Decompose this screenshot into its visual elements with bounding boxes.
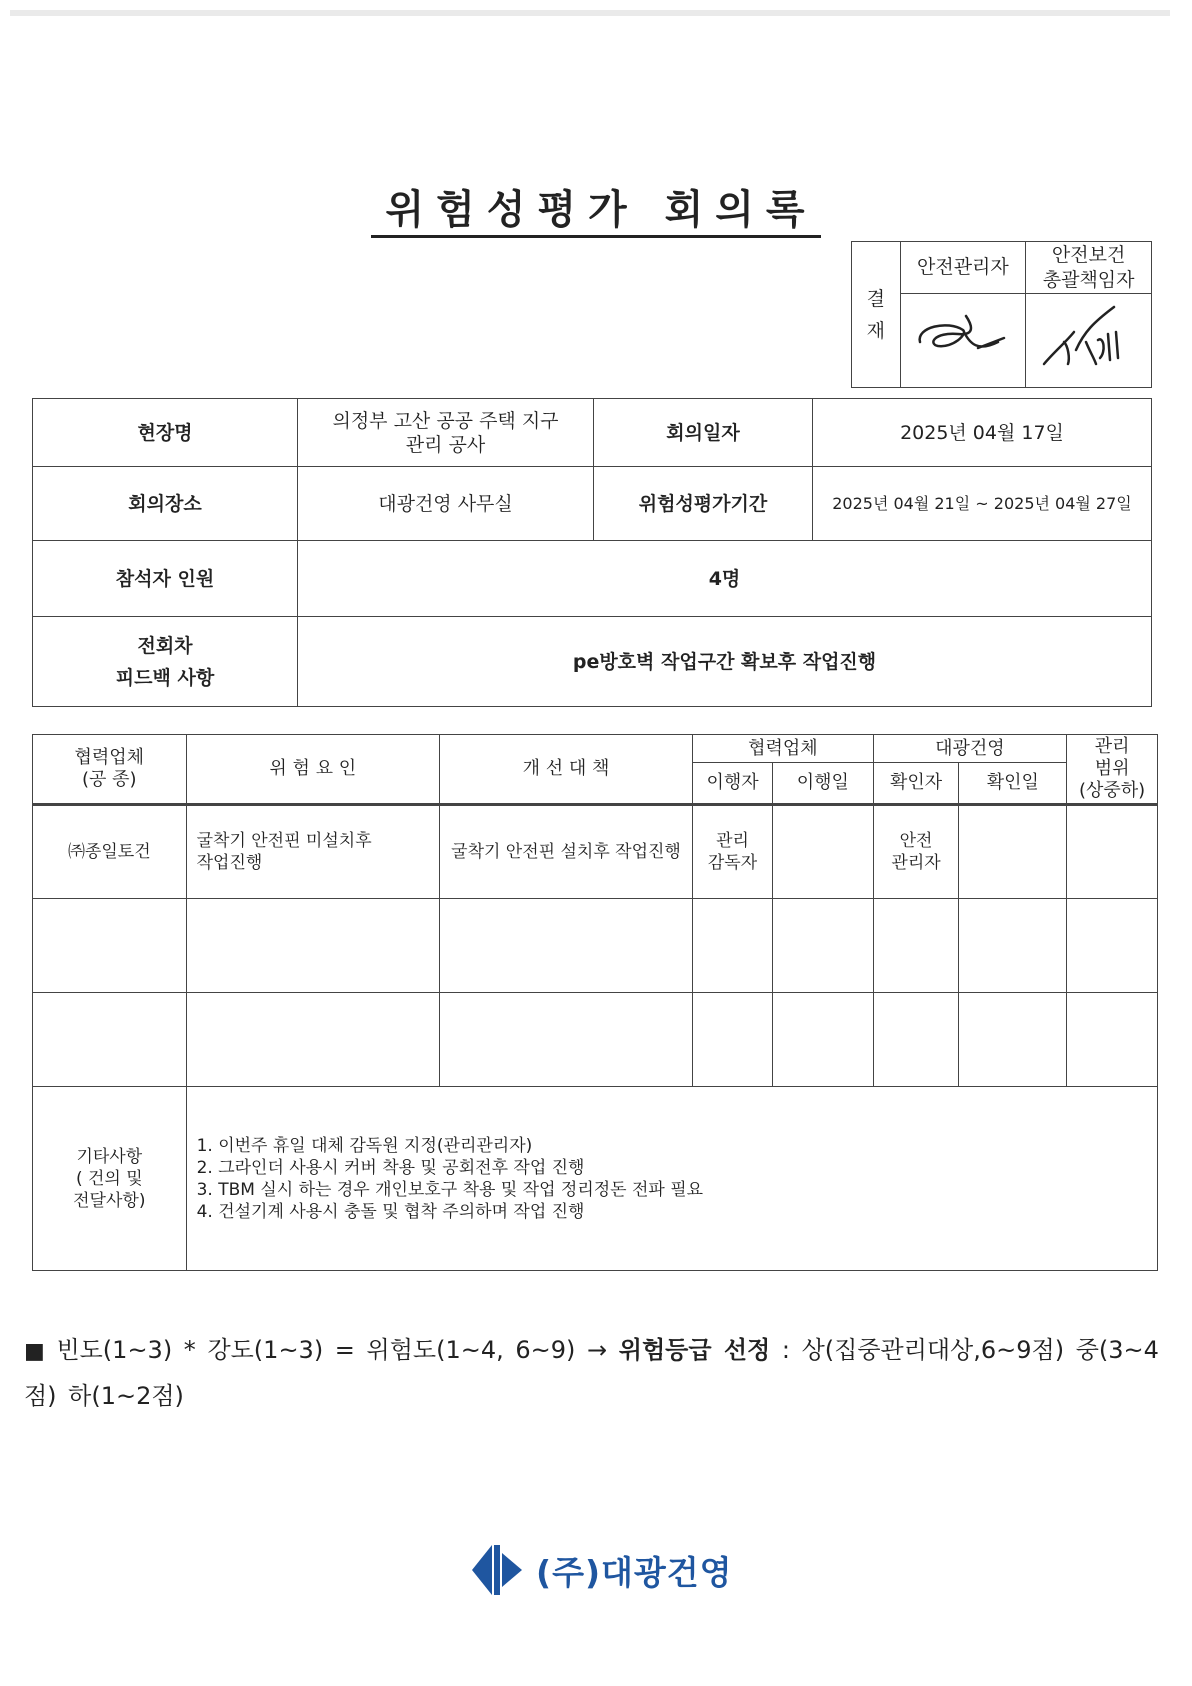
header-company-group: 대광건영 — [873, 735, 1067, 763]
approval-box — [851, 241, 1152, 388]
note-item: 2. 그라인더 사용시 커버 착용 및 공회전후 작업 진행 — [196, 1157, 585, 1178]
notes-list — [186, 1087, 1157, 1271]
page-title: 위험성평가 회의록 — [0, 178, 1192, 235]
site-name-label: 현장명 — [33, 399, 298, 467]
note-item: 4. 건설기계 사용시 충돌 및 협착 주의하며 작업 진행 — [196, 1201, 585, 1222]
header-scope: 관리 범위 (상중하) — [1067, 735, 1158, 805]
formula-text: 빈도(1~3) * 강도(1~3) = 위험도(1~4, 6~9) → — [56, 1336, 608, 1364]
meeting-date-value: 2025년 04월 17일 — [813, 399, 1152, 467]
risk-assessment-table — [32, 734, 1158, 1271]
row-company: ㈜종일토건 — [33, 805, 187, 899]
row-hazard: 굴착기 안전핀 미설치후 작업진행 — [186, 805, 439, 899]
attendees-label: 참석자 인원 — [33, 541, 298, 617]
feedback-label: 전회차 피드백 사항 — [33, 617, 298, 707]
row-exec-date — [772, 805, 873, 899]
signature-safety-manager — [900, 294, 1026, 388]
meeting-date-label: 회의일자 — [594, 399, 813, 467]
header-partner: 협력업체 (공 종) — [33, 735, 187, 805]
row-confirm-date — [959, 805, 1067, 899]
header-partner-group: 협력업체 — [693, 735, 874, 763]
formula-grades: : 상(집중관리대상,6~9점) 중(3~4점) 하(1~2점) — [24, 1336, 1159, 1410]
table-row — [33, 805, 1158, 899]
header-measure: 개 선 대 책 — [439, 735, 692, 805]
note-item: 1. 이번주 휴일 대체 감독원 지정(관리관리자) — [196, 1135, 533, 1156]
row-confirmer: 안전 관리자 — [873, 805, 959, 899]
meeting-info-table — [32, 398, 1152, 707]
row-measure: 굴착기 안전핀 설치후 작업진행 — [439, 805, 692, 899]
feedback-value: pe방호벽 작업구간 확보후 작업진행 — [298, 617, 1152, 707]
table-row-empty — [33, 993, 1158, 1087]
row-executor: 관리 감독자 — [693, 805, 773, 899]
signature-1 — [908, 302, 1018, 372]
header-executor: 이행자 — [693, 763, 773, 805]
assessment-period-label: 위험성평가기간 — [594, 467, 813, 541]
signature-2 — [1034, 302, 1144, 372]
attendees-value: 4명 — [298, 541, 1152, 617]
table-row-empty — [33, 899, 1158, 993]
signature-general-manager — [1026, 294, 1152, 388]
header-confirmer: 확인자 — [873, 763, 959, 805]
header-exec-date: 이행일 — [772, 763, 873, 805]
logo-text: (주)대광건영 — [536, 1552, 733, 1592]
assessment-period-value: 2025년 04월 21일 ~ 2025년 04월 27일 — [813, 467, 1152, 541]
risk-grade-legend — [24, 1328, 1159, 1418]
approval-label: 결 재 — [852, 242, 901, 388]
site-name-value: 의정부 고산 공공 주택 지구 관리 공사 — [298, 399, 594, 467]
scan-edge — [10, 10, 1170, 16]
row-scope — [1067, 805, 1158, 899]
header-confirm-date: 확인일 — [959, 763, 1067, 805]
approval-col-general-manager: 안전보건 총괄책임자 — [1026, 242, 1152, 294]
meeting-place-value: 대광건영 사무실 — [298, 467, 594, 541]
meeting-place-label: 회의장소 — [33, 467, 298, 541]
notes-label: 기타사항 ( 건의 및 전달사항) — [33, 1087, 187, 1271]
header-hazard: 위 험 요 인 — [186, 735, 439, 805]
square-bullet-icon: ■ — [24, 1339, 45, 1364]
approval-col-safety-manager: 안전관리자 — [900, 242, 1026, 294]
logo-mark-icon — [470, 1543, 524, 1597]
company-logo — [470, 1543, 733, 1597]
formula-bold: 위험등급 선정 — [618, 1336, 771, 1364]
note-item: 3. TBM 실시 하는 경우 개인보호구 착용 및 작업 정리정돈 전파 필요 — [196, 1179, 704, 1200]
